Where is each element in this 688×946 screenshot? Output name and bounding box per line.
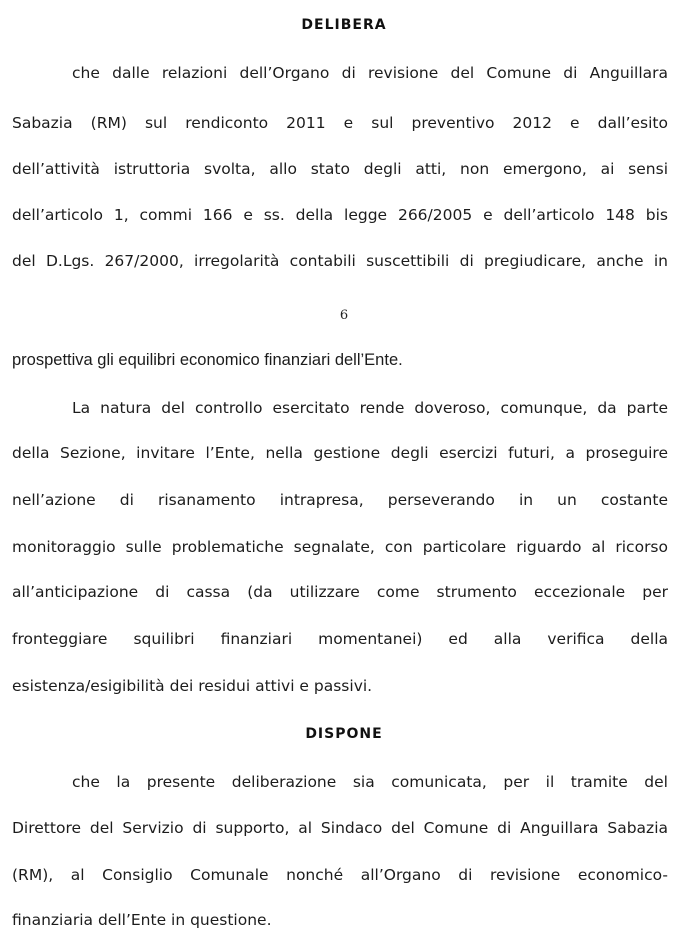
delibera-line-5: del D.Lgs. 267/2000, irregolarità contabili suscettibili di pregiudicare, anche in xyxy=(12,252,668,270)
delibera-line-4: dell’articolo 1, commi 166 e ss. della legge 266/2005 e dell’articolo 148 bis xyxy=(12,206,668,224)
natura-line-6: fronteggiare squilibri finanziari momentanei) ed alla verifica della xyxy=(12,630,668,648)
dispone-line-2: Direttore del Servizio di supporto, al Sindaco del Comune di Anguillara Sabazia xyxy=(12,819,668,837)
page-number: 6 xyxy=(339,308,349,323)
heading-delibera: DELIBERA xyxy=(301,17,387,33)
continuation-line: prospettiva gli equilibri economico finanziari dell’Ente. xyxy=(12,351,403,369)
natura-line-7: esistenza/esigibilità dei residui attivi e passivi. xyxy=(12,677,373,695)
natura-line-5: all’anticipazione di cassa (da utilizzare come strumento eccezionale per xyxy=(12,583,668,601)
dispone-line-4: finanziaria dell’Ente in questione. xyxy=(12,911,272,929)
delibera-line-2: Sabazia (RM) sul rendiconto 2011 e sul preventivo 2012 e dall’esito xyxy=(12,114,668,132)
natura-line-1: La natura del controllo esercitato rende doveroso, comunque, da parte xyxy=(72,399,668,417)
heading-dispone: DISPONE xyxy=(305,726,383,742)
dispone-line-3: (RM), al Consiglio Comunale nonché all’Organo di revisione economico- xyxy=(12,866,668,884)
delibera-line-1: che dalle relazioni dell’Organo di revisione del Comune di Anguillara xyxy=(72,64,668,82)
natura-line-3: nell’azione di risanamento intrapresa, perseverando in un costante xyxy=(12,491,668,509)
delibera-line-3: dell’attività istruttoria svolta, allo stato degli atti, non emergono, ai sensi xyxy=(12,160,668,178)
natura-line-2: della Sezione, invitare l’Ente, nella gestione degli esercizi futuri, a proseguire xyxy=(12,444,668,462)
natura-line-4: monitoraggio sulle problematiche segnalate, con particolare riguardo al ricorso xyxy=(12,538,668,556)
dispone-line-1: che la presente deliberazione sia comunicata, per il tramite del xyxy=(72,773,668,791)
